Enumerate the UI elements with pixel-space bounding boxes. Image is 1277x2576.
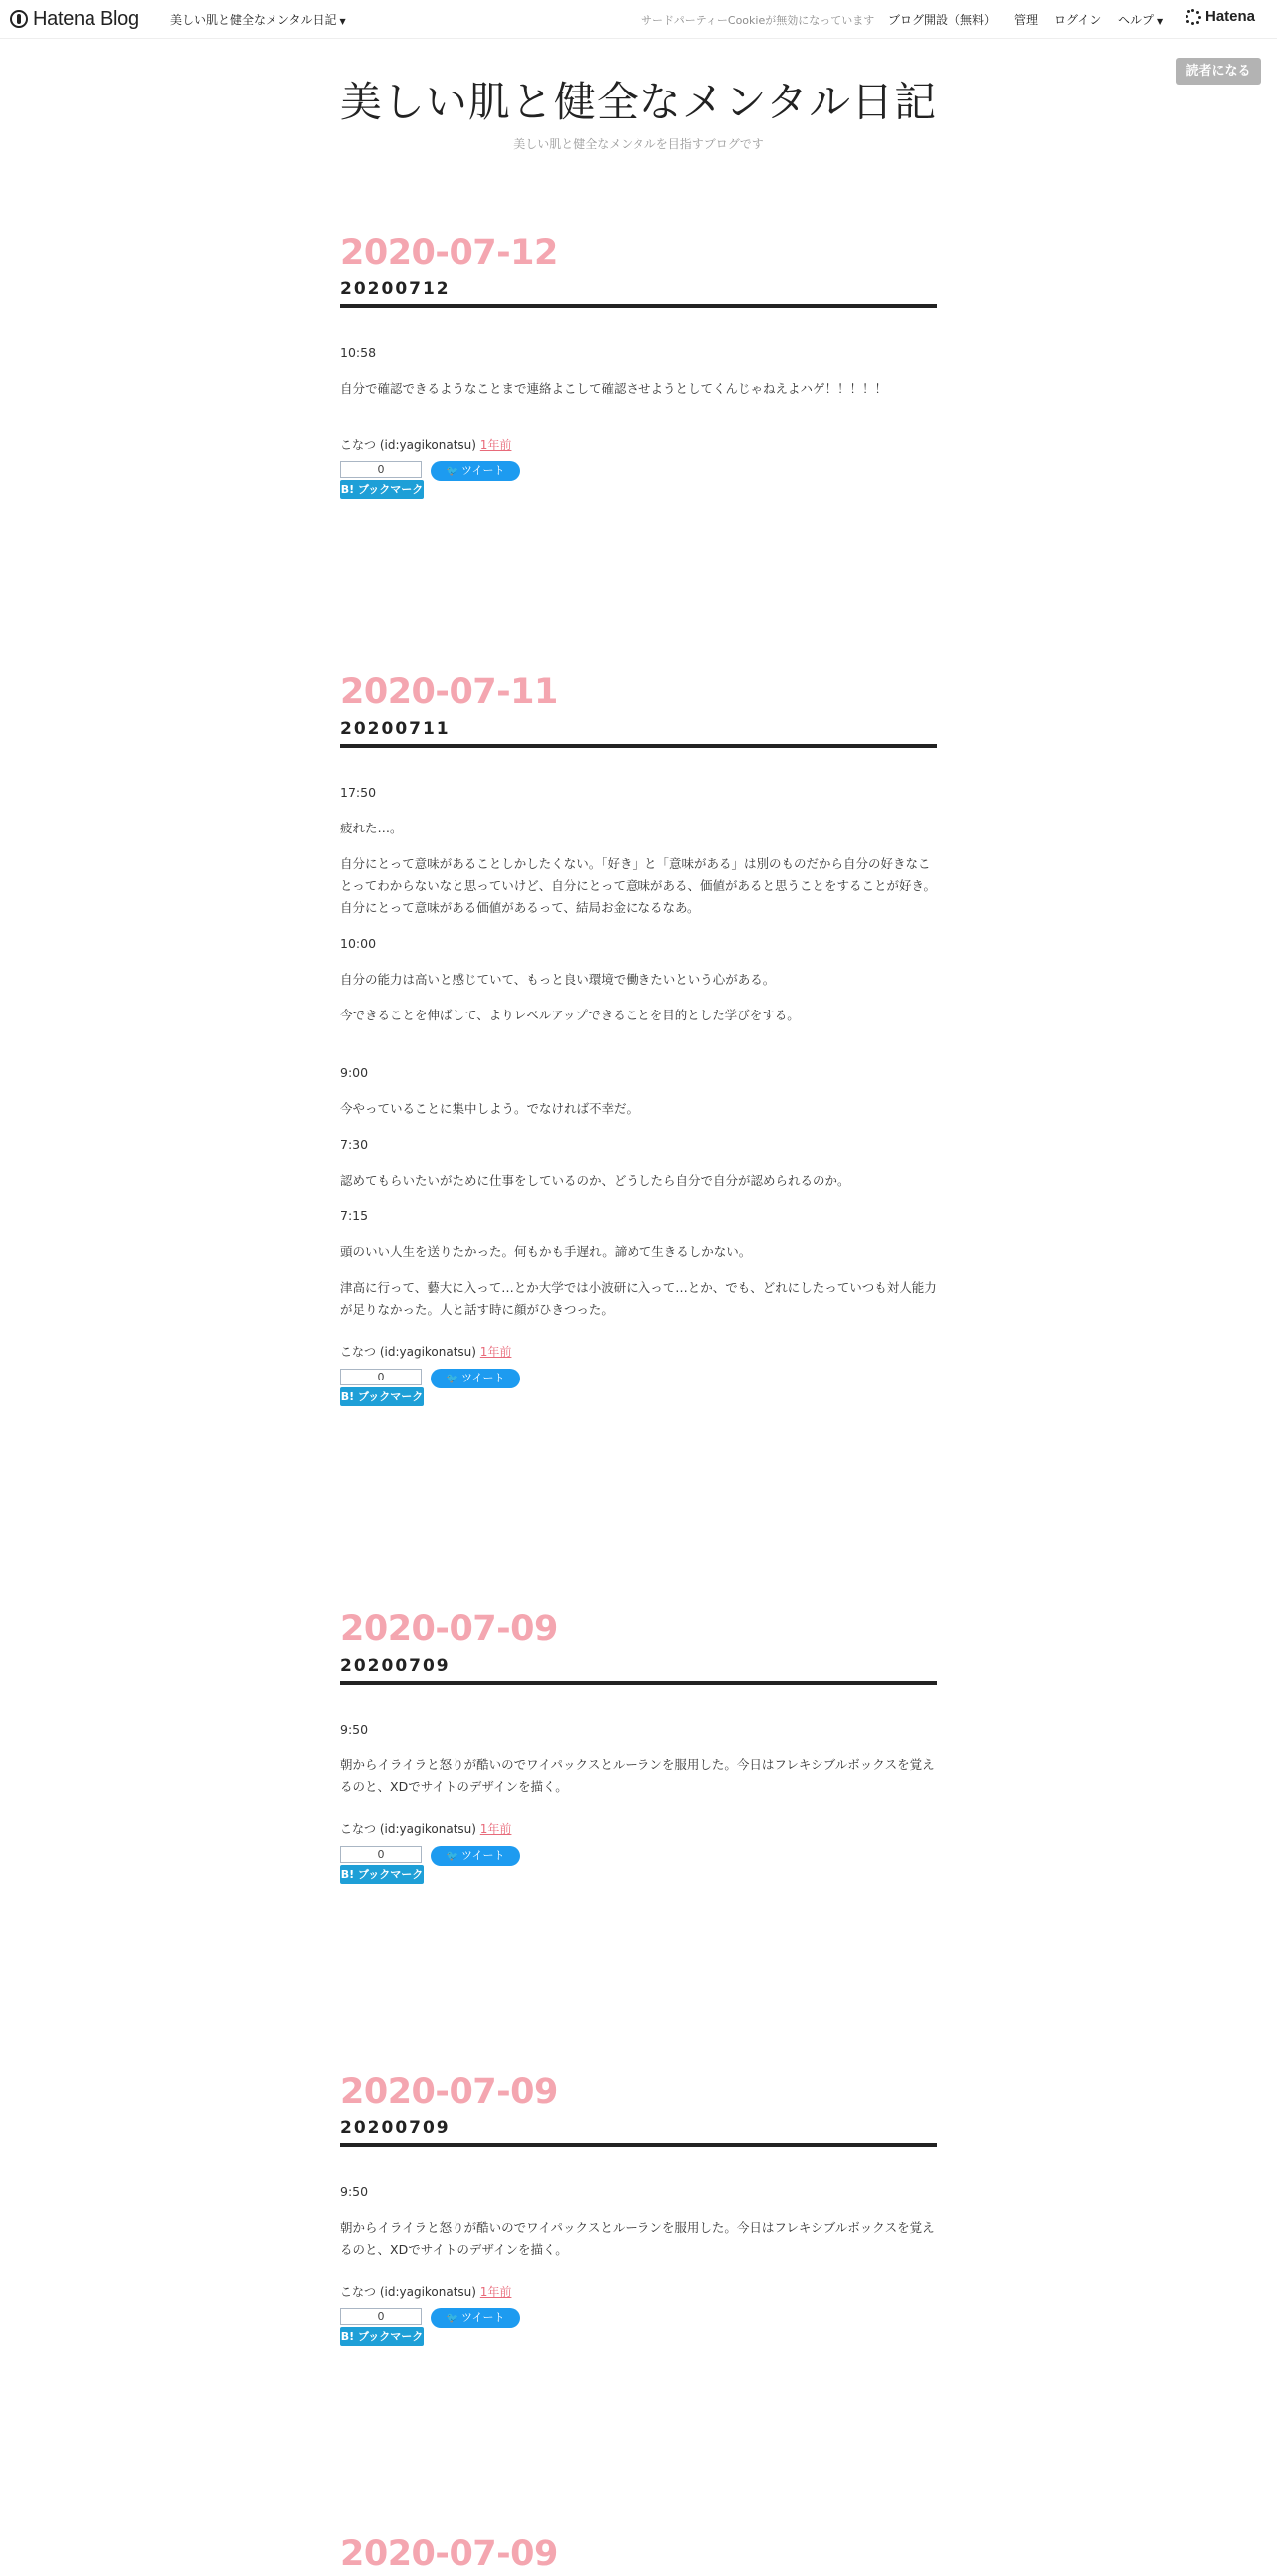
entry-paragraph: 自分の能力は高いと感じていて、もっと良い環境で働きたいという心がある。 (340, 972, 776, 987)
bookmark-count[interactable]: 0 (340, 2308, 422, 2325)
entry (340, 231, 937, 501)
entry-divider (340, 1681, 937, 1685)
entry-title[interactable]: 20200709 (340, 1656, 451, 1676)
entry-title[interactable]: 20200709 (340, 2118, 451, 2138)
blog-title[interactable]: 美しい肌と健全なメンタル日記 (339, 78, 938, 126)
tweet-button[interactable] (431, 1369, 520, 1388)
help-menu[interactable] (1118, 11, 1163, 28)
entry-date[interactable]: 2020-07-09 (340, 1609, 558, 1649)
entry-author[interactable]: こなつ (id:yagikonatsu) (340, 2285, 476, 2299)
entry-time: 9:50 (340, 1722, 369, 1737)
bookmark-button[interactable]: B! ブックマーク (340, 2327, 424, 2346)
entry-body (340, 782, 937, 1321)
twitter-bird-icon: 🐦 (446, 1374, 458, 1384)
entry-paragraph: 朝からイライラと怒りが酷いのでワイパックスとルーランを服用した。今日はフレキシブルボックスを覚えるのと、XDでサイトのデザインを描く。 (340, 2220, 935, 2257)
entry-date[interactable]: 2020-07-09 (340, 2534, 558, 2574)
entry (340, 2070, 937, 2348)
entry-date[interactable]: 2020-07-11 (340, 672, 558, 712)
entry-paragraph: 今やっていることに集中しよう。でなければ不幸だ。 (340, 1101, 639, 1116)
entry-time: 7:30 (340, 1137, 369, 1152)
help-label: ヘルプ (1118, 13, 1155, 27)
entry (340, 670, 937, 1408)
tweet-button[interactable] (431, 2308, 520, 2328)
entry-footer (340, 436, 937, 454)
entry-divider (340, 2143, 937, 2147)
bookmark-count[interactable]: 0 (340, 1369, 422, 1385)
twitter-bird-icon: 🐦 (446, 1851, 458, 1862)
entry-title[interactable]: 20200711 (340, 719, 451, 739)
tweet-label: ツイート (461, 1372, 505, 1384)
login-link[interactable]: ログイン (1054, 13, 1102, 27)
entry-divider (340, 744, 937, 748)
global-header (0, 0, 1277, 39)
entry-ago-link[interactable]: 1年前 (479, 1345, 512, 1359)
entry (340, 1607, 937, 1886)
entry-ago-link[interactable]: 1年前 (479, 1822, 512, 1836)
tweet-button[interactable] (431, 461, 520, 481)
hatena-blog-logo[interactable] (10, 8, 139, 30)
hatena-brand-link[interactable] (1186, 8, 1255, 25)
entry-author[interactable]: こなつ (id:yagikonatsu) (340, 438, 476, 452)
entry-time: 7:15 (340, 1208, 369, 1223)
entry-paragraph: 今できることを伸ばして、よりレベルアップできることを目的とした学びをする。 (340, 1008, 800, 1022)
entry-paragraph: 認めてもらいたいがために仕事をしているのか、どうしたら自分で自分が認められるのか。 (340, 1173, 850, 1188)
bookmark-count[interactable]: 0 (340, 1846, 422, 1863)
entry-body (340, 2181, 937, 2261)
entry-title[interactable]: 20200712 (340, 279, 451, 299)
entry-ago-link[interactable]: 1年前 (479, 2285, 512, 2299)
entry-footer (340, 1343, 937, 1361)
entry-paragraph: 自分にとって意味があることしかしたくない。「好き」と「意味がある」は別のものだから自分の好きなことってわからないなと思っていけど、自分にとって意味がある、価値があると思うことをすることが好き。自分にとって意味がある価値があるって、結局お金になるなあ。 (340, 856, 937, 915)
tweet-label: ツイート (461, 2311, 505, 2324)
entry (340, 2532, 937, 2576)
twitter-bird-icon: 🐦 (446, 466, 458, 477)
entry-paragraph: 津高に行って、藝大に入って…とか大学では小波研に入って…とか、でも、どれにしたっていつも対人能力が足りなかった。人と話す時に顔がひきつった。 (340, 1280, 937, 1317)
bookmark-button[interactable]: B! ブックマーク (340, 1865, 424, 1884)
hatena-dots-icon (1186, 9, 1201, 25)
twitter-bird-icon: 🐦 (446, 2313, 458, 2324)
entry-body (340, 1719, 937, 1798)
entry-divider (340, 304, 937, 308)
entry-paragraph: 朝からイライラと怒りが酷いのでワイパックスとルーランを服用した。今日はフレキシブルボックスを覚えるのと、XDでサイトのデザインを描く。 (340, 1757, 935, 1794)
entry-date[interactable]: 2020-07-09 (340, 2072, 558, 2112)
blog-menu-dropdown[interactable] (170, 11, 346, 28)
caret-down-icon: ▼ (1157, 17, 1164, 26)
entry-body (340, 342, 937, 400)
entry-author[interactable]: こなつ (id:yagikonatsu) (340, 1822, 476, 1836)
share-buttons (340, 2308, 937, 2348)
entry-author[interactable]: こなつ (id:yagikonatsu) (340, 1345, 476, 1359)
entry-paragraph: 疲れた…。 (340, 821, 403, 835)
tweet-label: ツイート (461, 464, 505, 477)
entry-time: 10:00 (340, 936, 377, 951)
entry-footer (340, 1820, 937, 1838)
cookie-notice[interactable]: サードパーティーCookieが無効になっています (641, 14, 875, 27)
entry-paragraph: 自分で確認できるようなことまで連絡よこして確認させようとしてくんじゃねえよハゲ！！！！！ (340, 381, 888, 396)
entry-date[interactable]: 2020-07-12 (340, 233, 558, 273)
entry-time: 9:50 (340, 2184, 369, 2199)
entry-time: 17:50 (340, 785, 377, 800)
subscribe-button[interactable]: 読者になる (1176, 58, 1261, 85)
bookmark-button[interactable]: B! ブックマーク (340, 1387, 424, 1406)
tweet-label: ツイート (461, 1849, 505, 1862)
caret-down-icon: ▼ (339, 17, 346, 26)
hatena-brand-text: Hatena (1205, 8, 1256, 25)
tweet-button[interactable] (431, 1846, 520, 1866)
entry-paragraph: 頭のいい人生を送りたかった。何もかも手遅れ。諦めて生きるしかない。 (340, 1244, 752, 1259)
admin-link[interactable]: 管理 (1014, 13, 1039, 27)
entry-footer (340, 2283, 937, 2300)
blog-menu-label: 美しい肌と健全なメンタル日記 (170, 13, 337, 27)
share-buttons (340, 1369, 937, 1408)
entry-time: 10:58 (340, 345, 377, 360)
open-blog-link[interactable]: ブログ開設（無料） (888, 13, 997, 27)
share-buttons (340, 461, 937, 501)
hatena-blog-logo-icon (10, 10, 28, 28)
entry-ago-link[interactable]: 1年前 (479, 438, 512, 452)
blog-description: 美しい肌と健全なメンタルを目指すブログです (513, 137, 764, 151)
bookmark-button[interactable]: B! ブックマーク (340, 480, 424, 499)
bookmark-count[interactable]: 0 (340, 461, 422, 478)
logo-text: Hatena Blog (33, 7, 139, 30)
share-buttons (340, 1846, 937, 1886)
entry-time: 9:00 (340, 1065, 369, 1080)
